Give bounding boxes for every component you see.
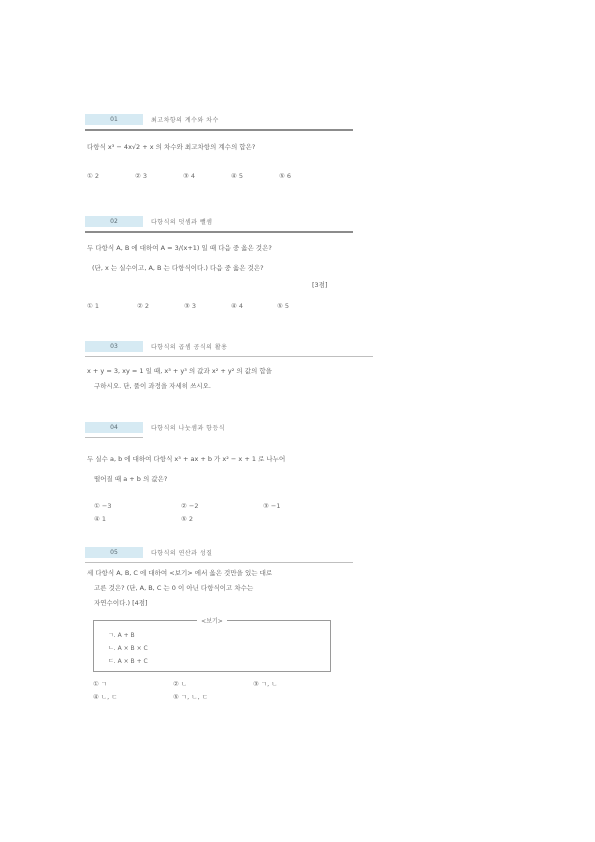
section-4	[85, 417, 353, 438]
choice-5[interactable]: ⑤ 6	[279, 172, 292, 180]
question-2-line-1: 두 다항식 A, B 에 대하여 A = 3/(x+1) 일 때 다음 중 옳은 것은?	[87, 244, 272, 252]
section-3-number-tag: 03	[85, 341, 143, 352]
question-5-line-3: 자연수이다.) [4점]	[94, 599, 148, 607]
choice-4[interactable]: ④ ㄴ, ㄷ	[93, 693, 118, 701]
question-1-text: 다항식 x³ − 4x√2 + x 의 차수와 최고차항의 계수의 합은?	[87, 143, 256, 151]
choice-4[interactable]: ④ 4	[231, 302, 244, 310]
section-2-number-tag: 02	[85, 216, 143, 227]
section-1	[85, 109, 353, 131]
choice-4[interactable]: ④ 1	[94, 515, 107, 523]
choice-1[interactable]: ① 1	[87, 302, 100, 310]
choice-1[interactable]: ① ㄱ	[93, 680, 108, 688]
section-1-number-tag: 01	[85, 114, 143, 125]
question-3-line-2: 구하시오. 단, 풀이 과정을 자세히 쓰시오.	[94, 382, 211, 390]
section-5	[85, 542, 353, 563]
question-5-line-2: 고른 것은? (단, A, B, C 는 0 이 아닌 다항식이고 차수는	[94, 584, 254, 592]
choice-3[interactable]: ③ ㄱ, ㄴ	[253, 680, 278, 688]
section-2	[85, 211, 353, 233]
question-2-choices	[87, 302, 307, 310]
section-1-heading: 최고차항의 계수와 차수	[151, 117, 219, 124]
bogi-box	[93, 620, 331, 672]
section-4-heading: 다항식의 나눗셈과 항등식	[151, 425, 226, 432]
choice-3[interactable]: ③ 3	[184, 302, 197, 310]
choice-2[interactable]: ② 2	[137, 302, 150, 310]
choice-5[interactable]: ⑤ ㄱ, ㄴ, ㄷ	[173, 693, 208, 701]
question-4-line-1: 두 실수 a, b 에 대하여 다항식 x³ + ax + b 가 x² − x + 1 로 나누어	[87, 455, 286, 463]
choice-2[interactable]: ② 3	[135, 172, 148, 180]
question-4-choices-row-2	[94, 515, 221, 523]
choice-3[interactable]: ③ 4	[183, 172, 196, 180]
question-5-choices-row-1	[93, 679, 303, 688]
section-5-heading: 다항식의 연산과 성질	[151, 550, 213, 557]
bogi-item-2: ㄴ. A × B × C	[108, 645, 148, 652]
section-5-number-tag: 05	[85, 547, 143, 558]
question-5-choices-row-2	[93, 692, 233, 701]
choice-1[interactable]: ① −3	[94, 502, 112, 510]
section-5-divider	[85, 562, 353, 563]
section-1-divider	[85, 129, 353, 131]
section-4-number-tag: 04	[85, 422, 143, 433]
bogi-item-3: ㄷ. A × B + C	[108, 658, 148, 665]
section-4-divider	[85, 437, 143, 438]
question-2-line-2: (단, x 는 실수이고, A, B 는 다항식이다.) 다음 중 옳은 것은?	[92, 264, 264, 272]
choice-1[interactable]: ① 2	[87, 172, 100, 180]
section-3-divider	[85, 356, 373, 357]
choice-5[interactable]: ⑤ 5	[277, 302, 290, 310]
question-4-line-2: 떨어질 때 a + b 의 값은?	[94, 475, 168, 483]
choice-5[interactable]: ⑤ 2	[181, 515, 194, 523]
choice-4[interactable]: ④ 5	[231, 172, 244, 180]
section-3-heading: 다항식의 곱셈 공식의 활용	[151, 344, 228, 351]
bogi-title: <보기>	[197, 616, 227, 625]
question-4-choices-row-1	[94, 502, 303, 510]
choice-3[interactable]: ③ −1	[263, 502, 281, 510]
section-2-heading: 다항식의 덧셈과 뺄셈	[151, 219, 213, 226]
section-3	[85, 336, 373, 357]
section-2-divider	[85, 231, 353, 233]
question-5-line-1: 세 다항식 A, B, C 에 대하여 <보기> 에서 옳은 것만을 있는 대로	[87, 569, 273, 577]
choice-2[interactable]: ② −2	[181, 502, 199, 510]
question-1-choices	[87, 172, 319, 180]
question-2-score-note: [3점]	[312, 281, 328, 289]
choice-2[interactable]: ② ㄴ	[173, 680, 188, 688]
bogi-item-1: ㄱ. A + B	[108, 632, 135, 639]
question-3-line-1: x + y = 3, xy = 1 일 때, x³ + y³ 의 값과 x² + y² 의 값의 합을	[87, 367, 272, 375]
